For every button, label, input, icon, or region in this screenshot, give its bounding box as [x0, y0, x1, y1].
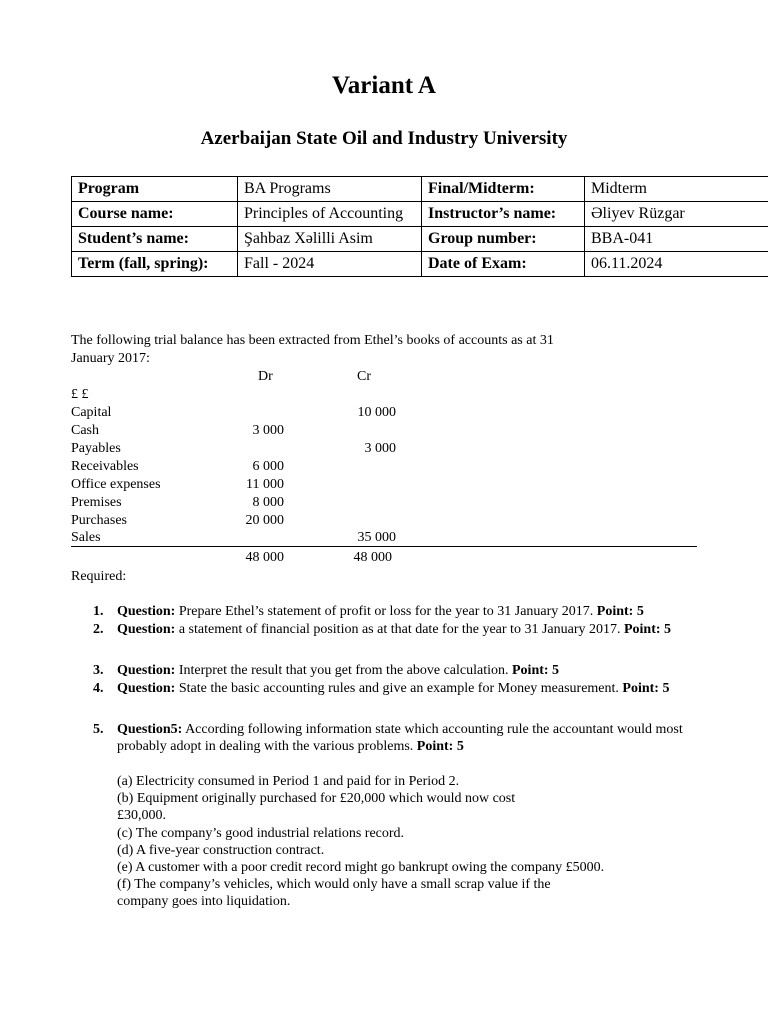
scenario-list	[117, 773, 637, 911]
dr-amount: 20 000	[245, 513, 284, 528]
question-body: According following information state which accounting rule the accountant would most probably adopt in dealing with the various problems.	[117, 722, 683, 754]
question-label: Question:	[117, 663, 176, 678]
question-points: Point: 5	[623, 622, 672, 637]
account-name: Purchases	[71, 513, 127, 528]
info-label: Course name:	[72, 202, 238, 227]
question-label: Question5:	[117, 722, 183, 737]
question-number: 5.	[93, 722, 104, 737]
question-label: Question:	[117, 604, 176, 619]
info-value: 06.11.2024	[585, 252, 768, 277]
total-divider	[71, 546, 697, 547]
scenario-item: (a) Electricity consumed in Period 1 and paid for in Period 2.	[117, 774, 460, 789]
info-label: Student’s name:	[72, 227, 238, 252]
dr-amount: 11 000	[246, 477, 284, 492]
question-points: Point: 5	[596, 604, 644, 619]
question-number: 1.	[93, 604, 104, 619]
info-value: BBA-041	[585, 227, 768, 252]
account-name: Capital	[71, 405, 112, 420]
account-name: Payables	[71, 441, 121, 456]
university-name: Azerbaijan State Oil and Industry University	[200, 128, 568, 149]
question-points: Point: 5	[622, 681, 670, 696]
cr-amount: 35 000	[357, 530, 396, 545]
info-value: BA Programs	[238, 177, 422, 202]
question-text	[117, 680, 677, 697]
cr-amount: 10 000	[357, 405, 396, 420]
scenario-item: (d) A five-year construction contract.	[117, 842, 325, 858]
info-label: Term (fall, spring):	[72, 252, 238, 277]
info-value: Fall - 2024	[238, 252, 422, 277]
exam-info-table	[71, 176, 768, 277]
question-number: 3.	[93, 663, 104, 678]
total-cr: 48 000	[353, 550, 392, 565]
account-name: Premises	[71, 495, 122, 510]
required-label: Required:	[71, 569, 127, 584]
dr-header: Dr	[258, 369, 273, 384]
dr-amount: 6 000	[252, 459, 284, 474]
total-dr: 48 000	[245, 550, 284, 565]
question-text	[117, 662, 717, 679]
info-value: Əliyev Rüzgar	[585, 202, 768, 227]
cr-amount: 3 000	[364, 441, 396, 456]
question-points: Point: 5	[416, 739, 464, 754]
question-body: a statement of financial position as at that date for the year to 31 January 2017.	[175, 622, 624, 637]
scenario-item: (b) Equipment originally purchased for £20,000 which would now cost £30,000.	[117, 791, 516, 824]
scenario-item: (c) The company’s good industrial relations record.	[117, 825, 405, 841]
info-row-course	[72, 202, 768, 227]
info-row-program	[72, 177, 768, 202]
question-body: State the basic accounting rules and give an example for Money measurement.	[175, 681, 623, 696]
account-name: Receivables	[71, 459, 139, 474]
info-value: Midterm	[585, 177, 768, 202]
info-label: Instructor’s name:	[422, 202, 585, 227]
question-number: 2.	[93, 622, 104, 637]
question-body: Prepare Ethel’s statement of profit or loss for the year to 31 January 2017.	[175, 604, 597, 619]
info-label: Group number:	[422, 227, 585, 252]
account-name: Cash	[71, 423, 99, 438]
question-body: Interpret the result that you get from the above calculation.	[175, 663, 512, 678]
currency-row: £ £	[71, 387, 89, 402]
cr-header: Cr	[357, 369, 371, 384]
question-points: Point: 5	[512, 663, 560, 678]
info-label: Date of Exam:	[422, 252, 585, 277]
question-label: Question:	[117, 622, 176, 637]
account-name: Office expenses	[71, 477, 161, 492]
info-label: Final/Midterm:	[422, 177, 585, 202]
question-text	[117, 721, 707, 755]
info-value: Principles of Accounting	[238, 202, 422, 227]
dr-amount: 8 000	[252, 495, 284, 510]
info-row-term	[72, 252, 768, 277]
page-title: Variant A	[332, 72, 436, 99]
scenario-item: (e) A customer with a poor credit record might go bankrupt owing the company £5000.	[117, 860, 605, 876]
scenario-item: (f) The company’s vehicles, which would only have a small scrap value if the company goes into liquidation.	[117, 877, 551, 910]
question-number: 4.	[93, 681, 104, 696]
question-text	[117, 621, 677, 638]
dr-amount: 3 000	[252, 423, 284, 438]
trial-balance-intro: The following trial balance has been extracted from Ethel’s books of accounts as at 31 January 2017:	[71, 333, 554, 366]
info-row-student	[72, 227, 768, 252]
account-name: Sales	[71, 530, 101, 545]
info-value: Şahbaz Xəlilli Asim	[238, 227, 422, 252]
question-label: Question:	[117, 681, 176, 696]
info-label: Program	[72, 177, 238, 202]
question-text	[117, 603, 717, 620]
